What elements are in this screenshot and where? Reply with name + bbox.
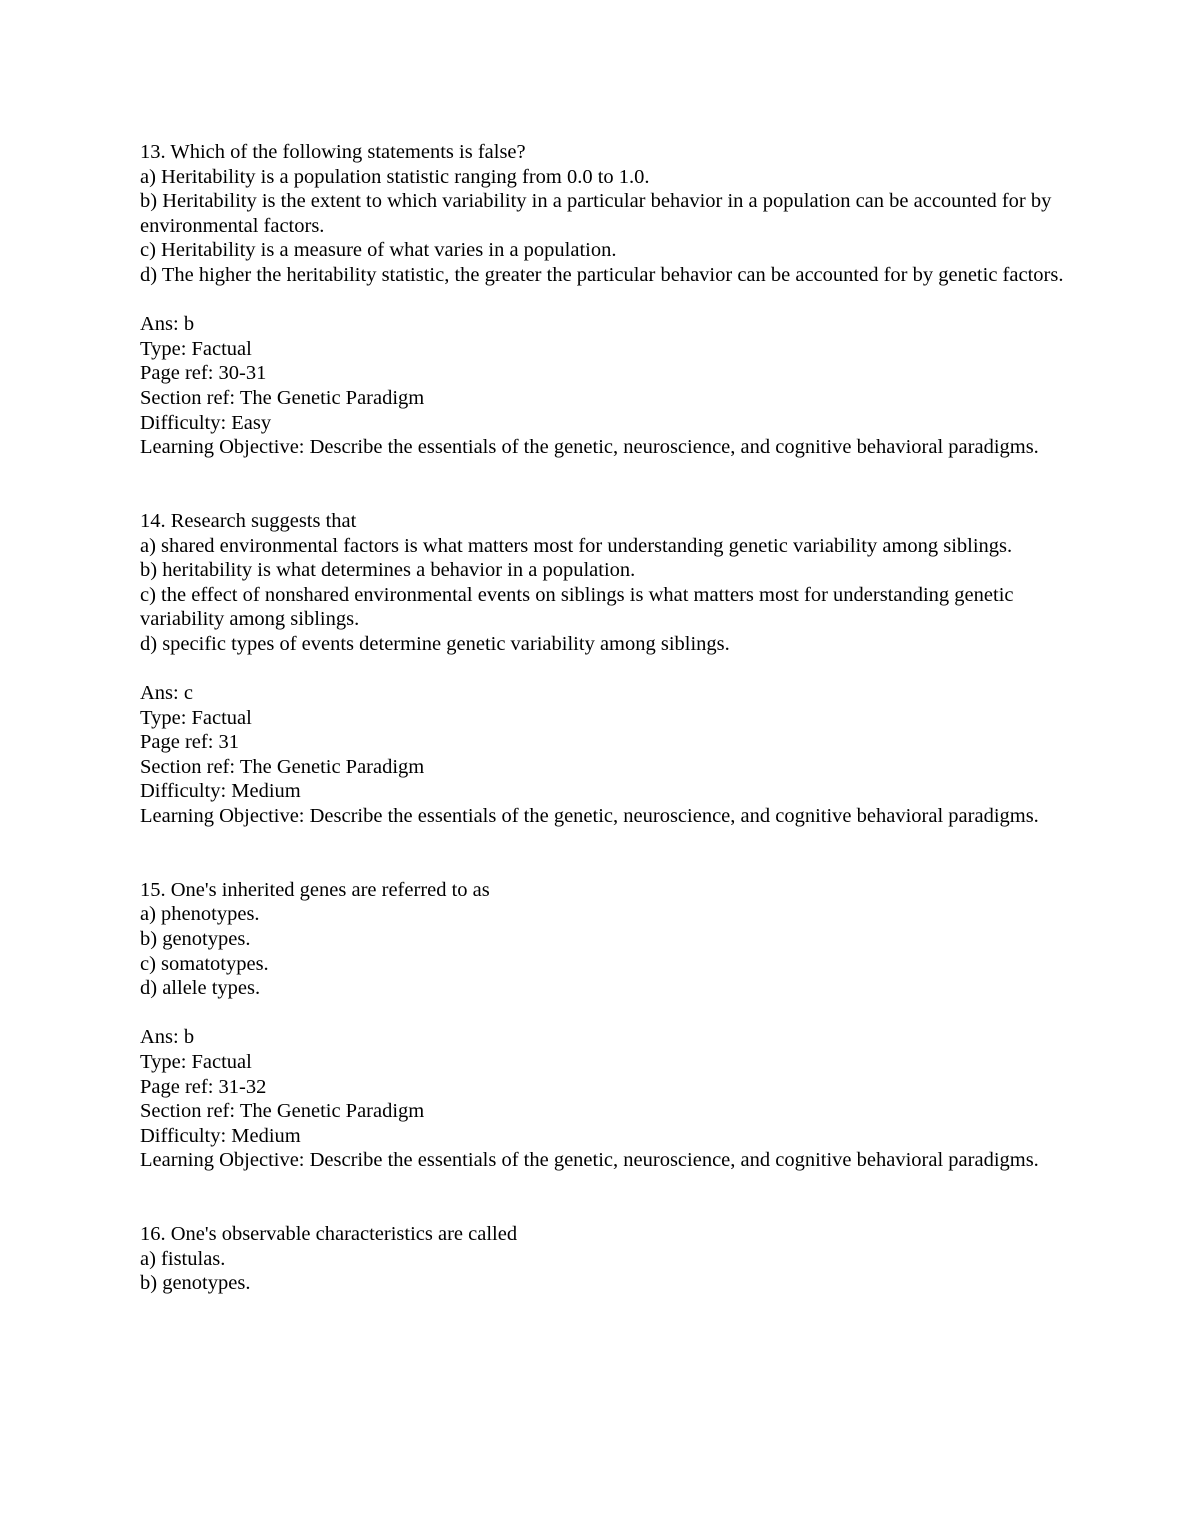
question-stem: 16. One's observable characteristics are called — [140, 1223, 518, 1246]
answer-option-a: a) phenotypes. — [140, 903, 260, 926]
section-ref: Section ref: The Genetic Paradigm — [140, 386, 425, 409]
answer-option-c: c) the effect of nonshared environmental events on siblings is what matters most for understanding genetic variability among siblings. — [140, 583, 1019, 631]
answer-option-b: b) Heritability is the extent to which variability in a particular behavior in a population can be accounted for by environmental factors. — [140, 190, 1057, 237]
answer-key: Ans: b — [140, 313, 195, 336]
section-ref: Section ref: The Genetic Paradigm — [140, 1100, 425, 1123]
question-meta-13 — [140, 312, 1070, 460]
answer-option-d: d) The higher the heritability statistic, the greater the particular behavior can be accounted for by genetic factors. — [140, 263, 1064, 286]
difficulty: Difficulty: Medium — [140, 780, 301, 803]
question-stem: 13. Which of the following statements is false? — [140, 141, 526, 163]
learning-objective: Learning Objective: Describe the essentials of the genetic, neuroscience, and cognitive behavioral paradigms. — [140, 1149, 1039, 1172]
answer-option-d: d) specific types of events determine genetic variability among siblings. — [140, 632, 730, 655]
learning-objective: Learning Objective: Describe the essentials of the genetic, neuroscience, and cognitive behavioral paradigms. — [140, 805, 1039, 828]
answer-key: Ans: b — [140, 1026, 195, 1049]
question-stem: 15. One's inherited genes are referred to as — [140, 878, 490, 901]
answer-option-a: a) fistulas. — [140, 1247, 226, 1270]
question-block-13 — [140, 140, 1070, 288]
answer-option-a: a) Heritability is a population statistic ranging from 0.0 to 1.0. — [140, 165, 650, 188]
answer-option-a: a) shared environmental factors is what matters most for understanding genetic variability among siblings. — [140, 534, 1013, 557]
question-type: Type: Factual — [140, 1050, 252, 1073]
answer-option-b: b) heritability is what determines a behavior in a population. — [140, 559, 636, 582]
learning-objective: Learning Objective: Describe the essentials of the genetic, neuroscience, and cognitive behavioral paradigms. — [140, 436, 1039, 459]
question-meta-15 — [140, 1025, 1070, 1173]
page-ref: Page ref: 31-32 — [140, 1075, 267, 1098]
answer-key: Ans: c — [140, 682, 193, 705]
question-meta-14 — [140, 681, 1070, 829]
answer-option-b: b) genotypes. — [140, 928, 251, 950]
page-ref: Page ref: 31 — [140, 731, 240, 754]
answer-option-c: c) Heritability is a measure of what varies in a population. — [140, 239, 617, 262]
page-ref: Page ref: 30-31 — [140, 362, 267, 385]
section-ref: Section ref: The Genetic Paradigm — [140, 755, 425, 778]
question-block-14 — [140, 509, 1070, 657]
question-stem: 14. Research suggests that — [140, 509, 357, 532]
answer-option-b: b) genotypes. — [140, 1272, 251, 1295]
question-type: Type: Factual — [140, 337, 252, 360]
difficulty: Difficulty: Medium — [140, 1124, 301, 1147]
question-block-16 — [140, 1222, 1070, 1296]
document-page — [140, 140, 1070, 1296]
question-type: Type: Factual — [140, 706, 252, 729]
question-block-15 — [140, 878, 1070, 1001]
answer-option-c: c) somatotypes. — [140, 952, 269, 975]
difficulty: Difficulty: Easy — [140, 411, 272, 434]
answer-option-d: d) allele types. — [140, 977, 261, 1000]
